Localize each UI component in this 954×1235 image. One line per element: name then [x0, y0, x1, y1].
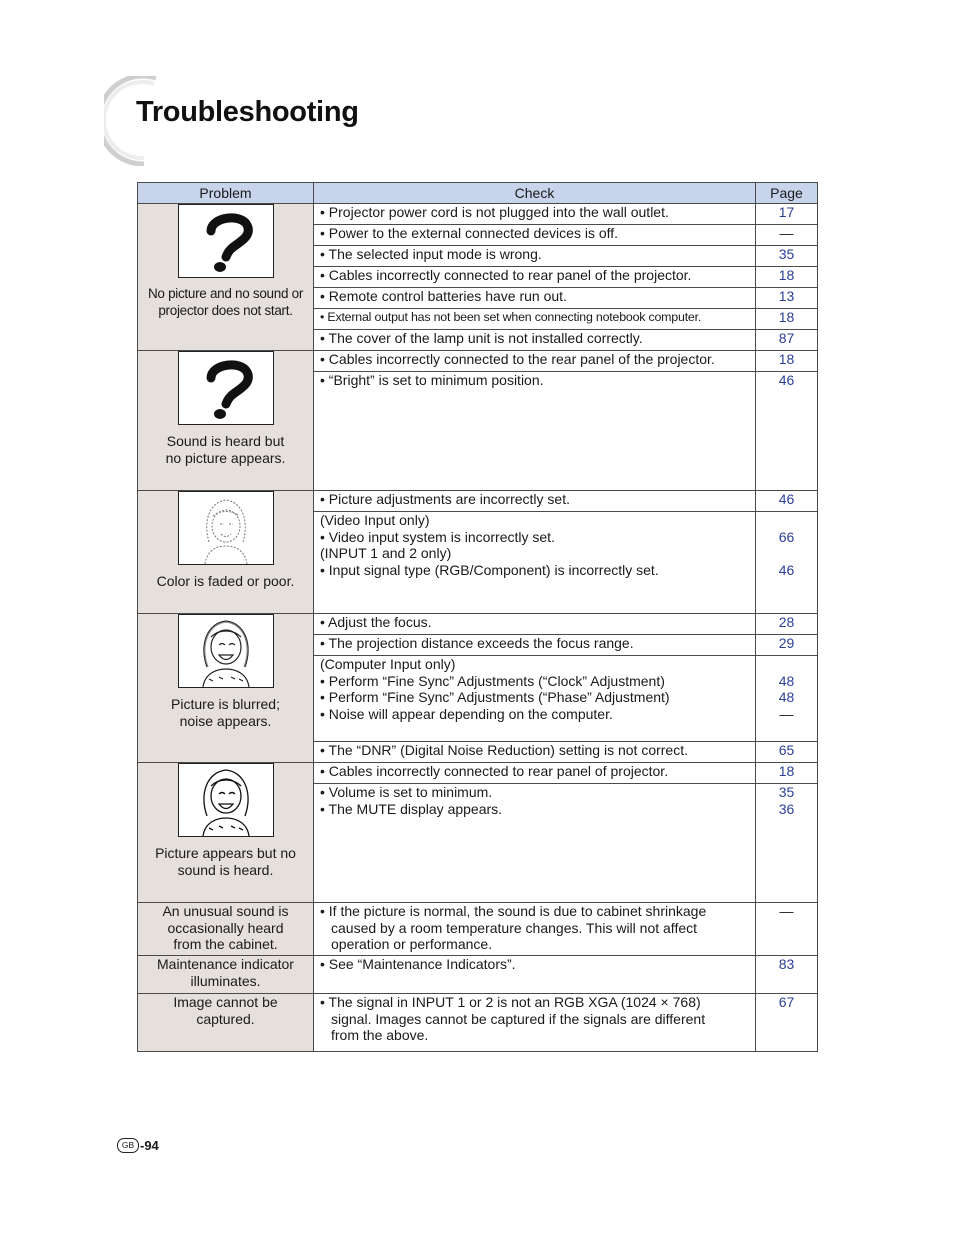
page-ref-link[interactable]: 48	[778, 672, 795, 689]
problem-label: Image cannot be captured.	[173, 994, 278, 1027]
page-cell	[756, 512, 818, 614]
table-row	[138, 204, 818, 225]
check-cell	[314, 512, 756, 614]
check-text: operation or performance.	[331, 936, 493, 952]
page-cell	[756, 784, 818, 903]
header-problem: Problem	[138, 183, 314, 204]
problem-label: Maintenance indicator illuminates.	[157, 956, 294, 989]
page-ref-link[interactable]: 67	[756, 994, 818, 1052]
check-text: • Video input system is incorrectly set.	[320, 528, 555, 545]
page-ref-link[interactable]: 28	[756, 614, 818, 635]
girl-illustration-icon	[178, 763, 274, 837]
table-row	[138, 903, 818, 956]
table-row	[138, 956, 818, 994]
page-ref-link[interactable]: 46	[756, 372, 818, 491]
check-text: caused by a room temperature changes. This will not affect	[331, 919, 698, 936]
question-mark-icon	[178, 351, 274, 425]
table-row	[138, 614, 818, 635]
check-cell	[314, 903, 756, 956]
table-row	[138, 763, 818, 784]
blurred-girl-illustration-icon	[178, 614, 274, 688]
check-text: • The projection distance exceeds the focus range.	[314, 635, 756, 656]
check-text: • “Bright” is set to minimum position.	[314, 372, 756, 491]
problem-label: No picture and no sound or projector does not start.	[147, 286, 304, 318]
check-cell	[314, 784, 756, 903]
page-ref-link[interactable]: 17	[756, 204, 818, 225]
check-note: (Computer Input only)	[320, 656, 456, 672]
faded-girl-illustration-icon	[178, 491, 274, 565]
page-ref-link[interactable]: 46	[778, 561, 795, 578]
table-row	[138, 491, 818, 512]
check-cell	[314, 994, 756, 1052]
page-ref-link[interactable]: 35	[756, 246, 818, 267]
problem-cell	[138, 491, 314, 614]
check-text: • External output has not been set when connecting notebook computer.	[314, 309, 756, 330]
check-text: • Picture adjustments are incorrectly set.	[314, 491, 756, 512]
check-text: • Perform “Fine Sync” Adjustments (“Clock” Adjustment)	[320, 672, 665, 689]
page-ref-link[interactable]: 18	[756, 309, 818, 330]
troubleshooting-table	[137, 182, 818, 1052]
check-text: • The cover of the lamp unit is not installed correctly.	[314, 330, 756, 351]
problem-cell	[138, 614, 314, 763]
gb-region-badge: GB	[117, 1138, 139, 1153]
check-text: • Perform “Fine Sync” Adjustments (“Phase” Adjustment)	[320, 689, 670, 705]
check-text: • Input signal type (RGB/Component) is incorrectly set.	[320, 561, 659, 578]
problem-label: Sound is heard but no picture appears.	[165, 433, 286, 466]
page-ref-link[interactable]: 48	[778, 689, 795, 705]
header-check: Check	[314, 183, 756, 204]
page-ref-none: —	[779, 225, 794, 241]
page-cell	[756, 656, 818, 742]
page-ref-link[interactable]: 18	[756, 763, 818, 784]
problem-label: An unusual sound is occasionally heard from the cabinet.	[162, 903, 289, 952]
page-ref-link[interactable]: 66	[778, 528, 795, 545]
check-text: • The MUTE display appears.	[320, 800, 503, 817]
header-page: Page	[756, 183, 818, 204]
problem-label: Picture is blurred; noise appears.	[171, 696, 280, 729]
check-text: signal. Images cannot be captured if the signals are different	[331, 1010, 706, 1027]
problem-label: Picture appears but no sound is heard.	[155, 845, 296, 878]
check-text: • Volume is set to minimum.	[320, 784, 493, 800]
table-row	[138, 994, 818, 1052]
table-row	[138, 351, 818, 372]
page-ref-link[interactable]: 18	[756, 267, 818, 288]
page-ref-link[interactable]: 87	[756, 330, 818, 351]
check-text: • If the picture is normal, the sound is due to cabinet shrinkage	[320, 903, 707, 919]
table-header-row	[138, 183, 818, 204]
page-ref-link[interactable]: 29	[756, 635, 818, 656]
problem-label: Color is faded or poor.	[156, 573, 295, 589]
check-text: • Power to the external connected devices is off.	[314, 225, 756, 246]
check-note: (Video Input only)	[320, 512, 430, 528]
page-ref-link[interactable]: 35	[778, 784, 795, 800]
page-ref-link[interactable]: 18	[756, 351, 818, 372]
check-text: • The selected input mode is wrong.	[314, 246, 756, 267]
check-text: • Adjust the focus.	[314, 614, 756, 635]
check-text: • Cables incorrectly connected to rear panel of the projector.	[314, 267, 756, 288]
check-text: • The “DNR” (Digital Noise Reduction) setting is not correct.	[314, 742, 756, 763]
page-title: Troubleshooting	[136, 96, 359, 128]
page-ref-link[interactable]: 83	[756, 956, 818, 994]
check-text: • Cables incorrectly connected to rear panel of projector.	[314, 763, 756, 784]
check-text: • The signal in INPUT 1 or 2 is not an RGB XGA (1024 × 768)	[320, 994, 701, 1010]
problem-cell	[138, 903, 314, 956]
check-text: • See “Maintenance Indicators”.	[314, 956, 756, 994]
problem-cell	[138, 994, 314, 1052]
check-text: • Projector power cord is not plugged into the wall outlet.	[314, 204, 756, 225]
check-text: • Noise will appear depending on the computer.	[320, 705, 613, 722]
problem-cell	[138, 204, 314, 351]
page-ref-link[interactable]: 36	[778, 800, 795, 817]
question-mark-icon	[178, 204, 274, 278]
check-text: from the above.	[331, 1027, 429, 1043]
problem-cell	[138, 763, 314, 903]
page-footer	[117, 1138, 159, 1153]
page-ref-link[interactable]: 65	[756, 742, 818, 763]
page-ref-link[interactable]: 46	[756, 491, 818, 512]
check-cell	[314, 656, 756, 742]
page-ref-none: —	[779, 903, 794, 919]
page-ref-link[interactable]: 13	[756, 288, 818, 309]
problem-cell	[138, 956, 314, 994]
page-number: -94	[140, 1138, 159, 1153]
check-text: • Cables incorrectly connected to the rear panel of the projector.	[314, 351, 756, 372]
problem-cell	[138, 351, 314, 491]
check-note: (INPUT 1 and 2 only)	[320, 545, 452, 561]
check-text: • Remote control batteries have run out.	[314, 288, 756, 309]
page-ref-none: —	[779, 705, 794, 722]
